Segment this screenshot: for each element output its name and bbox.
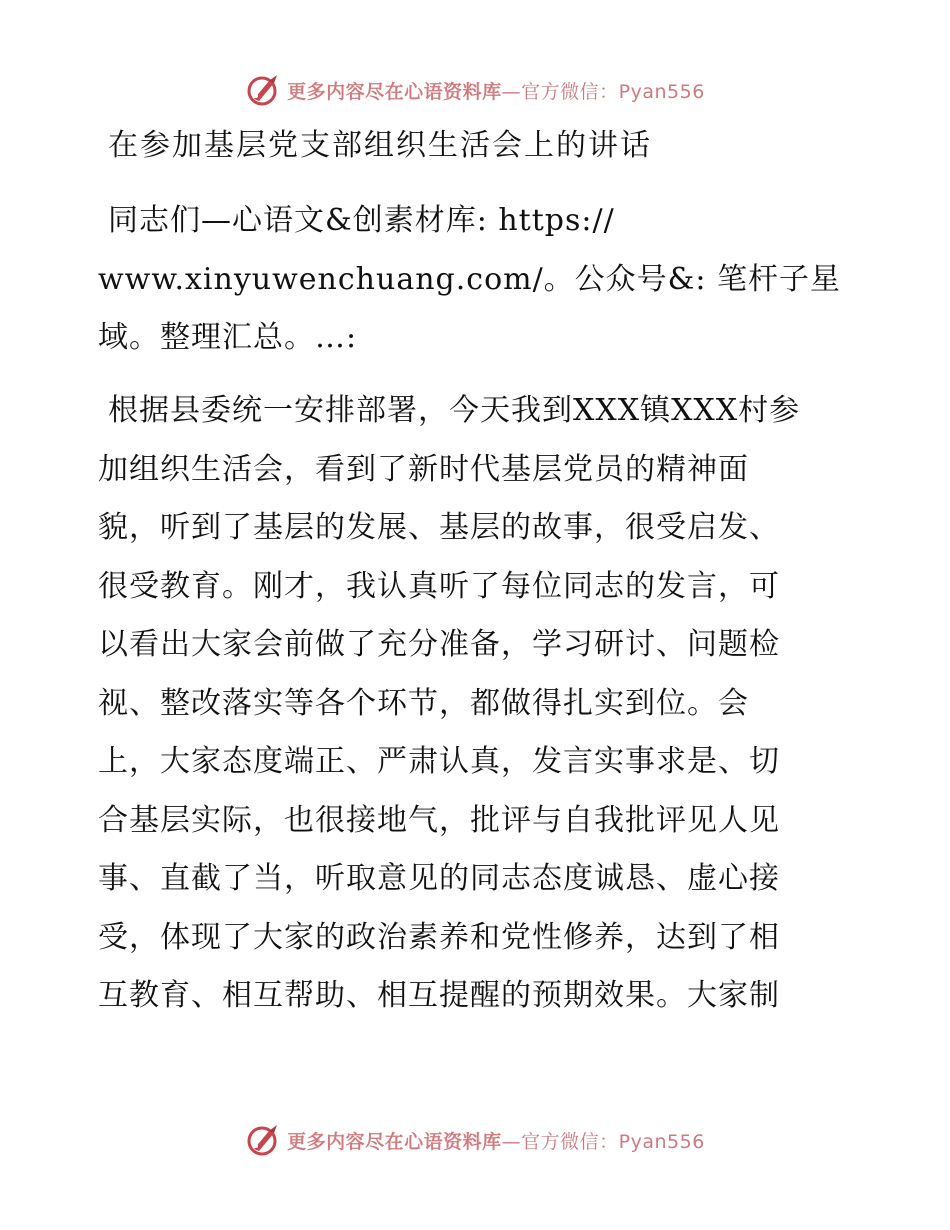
banner-main-text: 更多内容尽在心语资料库 [287,80,502,103]
banner-text [287,77,705,104]
header-banner [0,70,950,110]
paragraph-line: 貌，听到了基层的发展、基层的故事，很受启发、 [98,510,780,545]
paragraph-line: 受，体现了大家的政治素养和党性修养，达到了相 [98,919,780,955]
paragraph-line: 互教育、相互帮助、相互提醒的预期效果。大家制 [98,978,780,1013]
paragraph-line: 很受教育。刚才，我认真听了每位同志的发言，可 [98,568,780,604]
footer-banner [0,1120,950,1160]
document-title: 在参加基层党支部组织生活会上的讲话 [108,128,652,163]
paragraph-line: www.xinyuwenchuang.com/。公众号&: 笔杆子星 [98,261,842,297]
paragraph-line: 上，大家态度端正、严肃认真，发言实事求是、切 [98,744,780,779]
body-paragraph [98,382,858,1026]
paragraph-line: 合基层实际，也很接地气，批评与自我批评见人见 [98,802,780,838]
quill-logo-icon [245,72,281,108]
paragraph-line: 以看出大家会前做了充分准备，学习研讨、问题检 [98,627,780,662]
banner-text [287,1127,705,1154]
banner-sub-text: —官方微信：Pyan556 [501,1130,705,1153]
paragraph-line: 视、整改落实等各个环节，都做得扎实到位。会 [98,685,749,721]
intro-paragraph [98,192,858,368]
paragraph-line: 同志们—心语文&创素材库: https:// [108,203,615,238]
paragraph-line: 域。整理汇总。…: [98,320,358,355]
quill-logo-icon [245,1122,281,1158]
paragraph-line: 加组织生活会，看到了新时代基层党员的精神面 [98,451,749,487]
paragraph-line: 事、直截了当，听取意见的同志态度诚恳、虚心接 [98,861,780,896]
banner-main-text: 更多内容尽在心语资料库 [287,1130,502,1153]
banner-sub-text: —官方微信：Pyan556 [501,80,705,103]
paragraph-line: 根据县委统一安排部署，今天我到XXX镇XXX村参 [108,393,801,428]
